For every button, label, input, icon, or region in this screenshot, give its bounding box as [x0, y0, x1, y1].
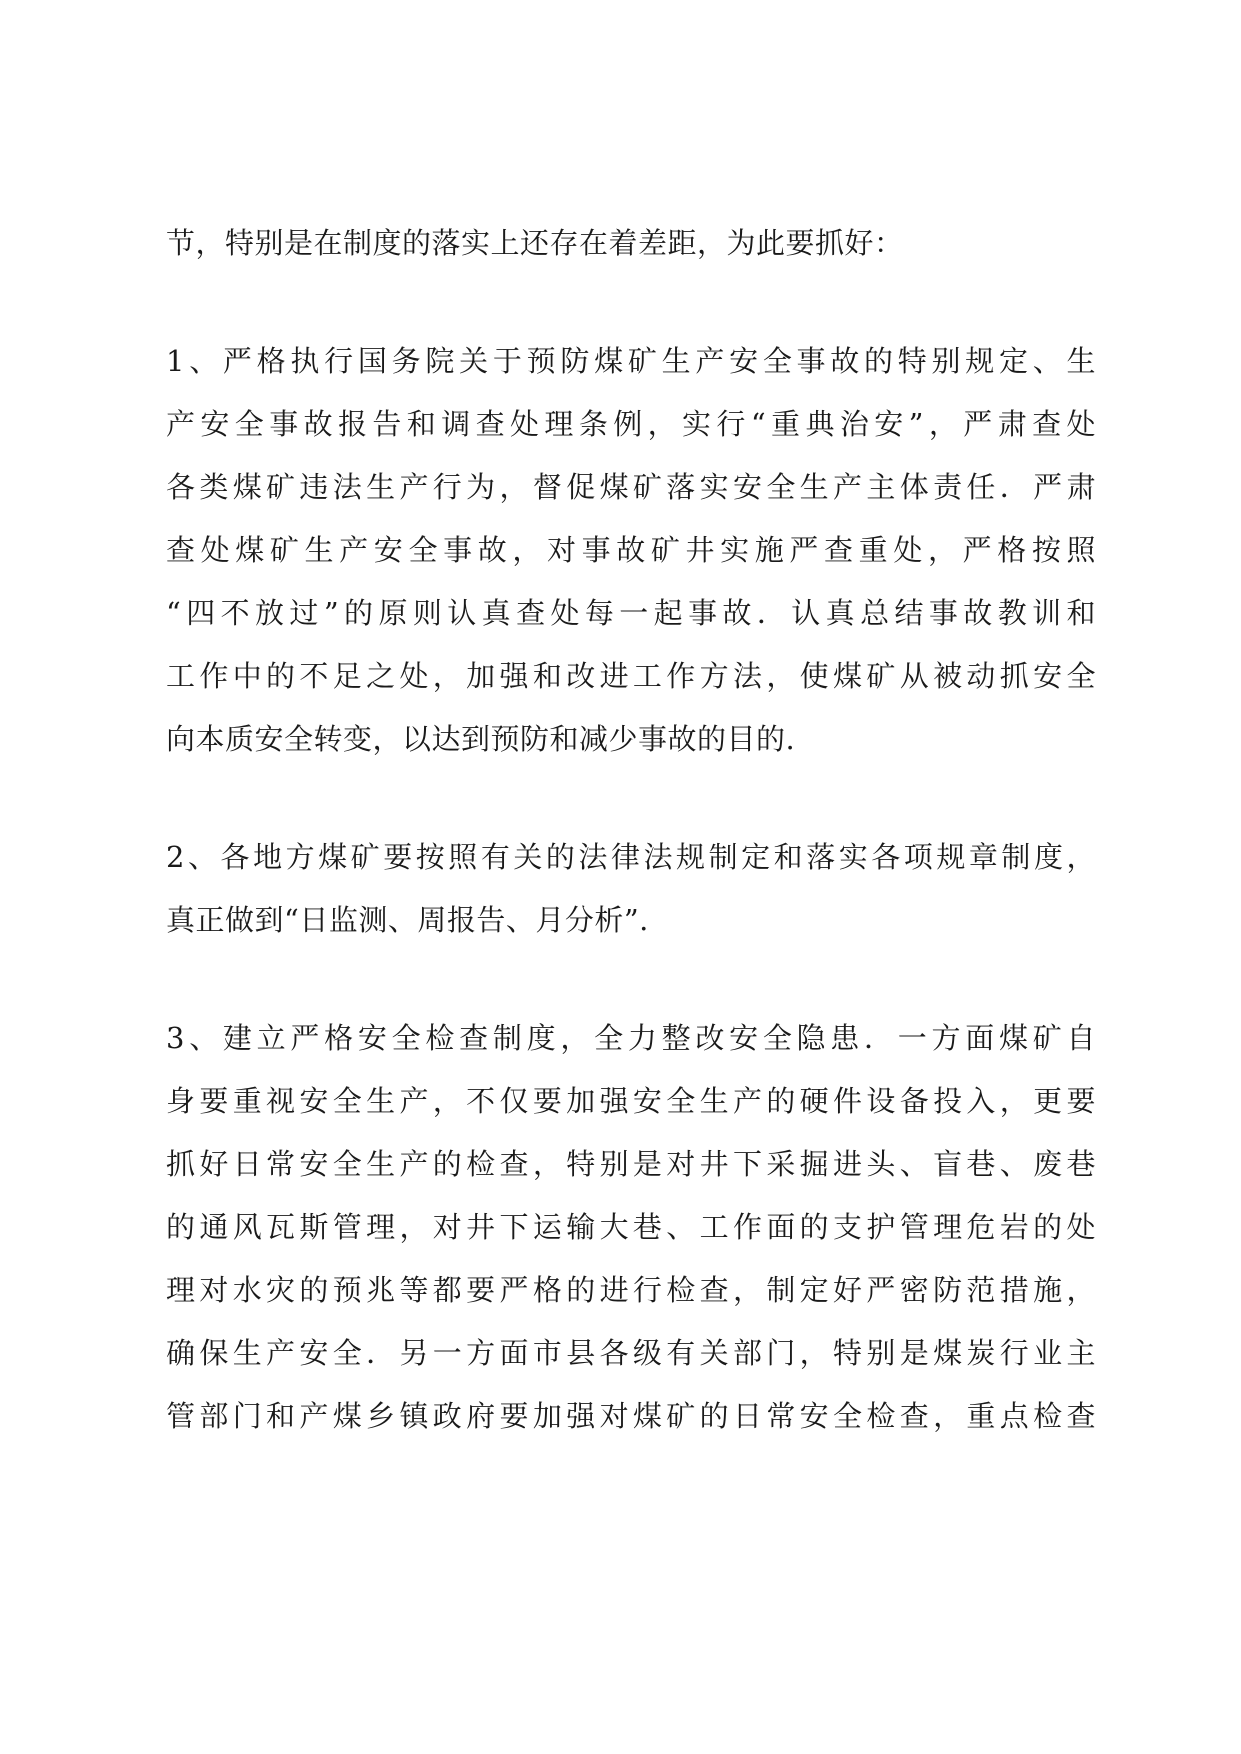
paragraph-2-line-7: 向本质安全转变，以达到预防和减少事故的目的.: [166, 722, 796, 756]
paragraph-4-line-1: 3、建立严格安全检查制度，全力整改安全隐患．一方面煤矿自: [166, 1021, 1096, 1055]
paragraph-1-line-1: 节，特别是在制度的落实上还存在着差距，为此要抓好：: [166, 226, 904, 260]
paragraph-2-line-6: 工作中的不足之处，加强和改进工作方法，使煤矿从被动抓安全: [166, 659, 1096, 693]
paragraph-3-line-2: 真正做到“日监测、周报告、月分析”.: [166, 903, 649, 937]
paragraph-4-line-5: 理对水灾的预兆等都要严格的进行检查，制定好严密防范措施，: [166, 1273, 1096, 1307]
paragraph-2-line-3: 各类煤矿违法生产行为，督促煤矿落实安全生产主体责任．严肃: [166, 470, 1096, 504]
paragraph-4-line-7: 管部门和产煤乡镇政府要加强对煤矿的日常安全检查，重点检查: [166, 1399, 1096, 1433]
paragraph-2-line-4: 查处煤矿生产安全事故，对事故矿井实施严查重处，严格按照: [166, 533, 1096, 567]
paragraph-2-line-5: “四不放过”的原则认真查处每一起事故．认真总结事故教训和: [166, 596, 1096, 630]
paragraph-2-line-2: 产安全事故报告和调查处理条例，实行“重典治安”，严肃查处: [166, 407, 1096, 441]
paragraph-3-line-1: 2、各地方煤矿要按照有关的法律法规制定和落实各项规章制度，: [166, 840, 1096, 874]
paragraph-4-line-3: 抓好日常安全生产的检查，特别是对井下采掘进头、盲巷、废巷: [166, 1147, 1096, 1181]
paragraph-4-line-6: 确保生产安全．另一方面市县各级有关部门，特别是煤炭行业主: [166, 1336, 1096, 1370]
paragraph-2-line-1: 1、严格执行国务院关于预防煤矿生产安全事故的特别规定、生: [166, 344, 1096, 378]
paragraph-4-line-4: 的通风瓦斯管理，对井下运输大巷、工作面的支护管理危岩的处: [166, 1210, 1096, 1244]
paragraph-4-line-2: 身要重视安全生产，不仅要加强安全生产的硬件设备投入，更要: [166, 1084, 1096, 1118]
